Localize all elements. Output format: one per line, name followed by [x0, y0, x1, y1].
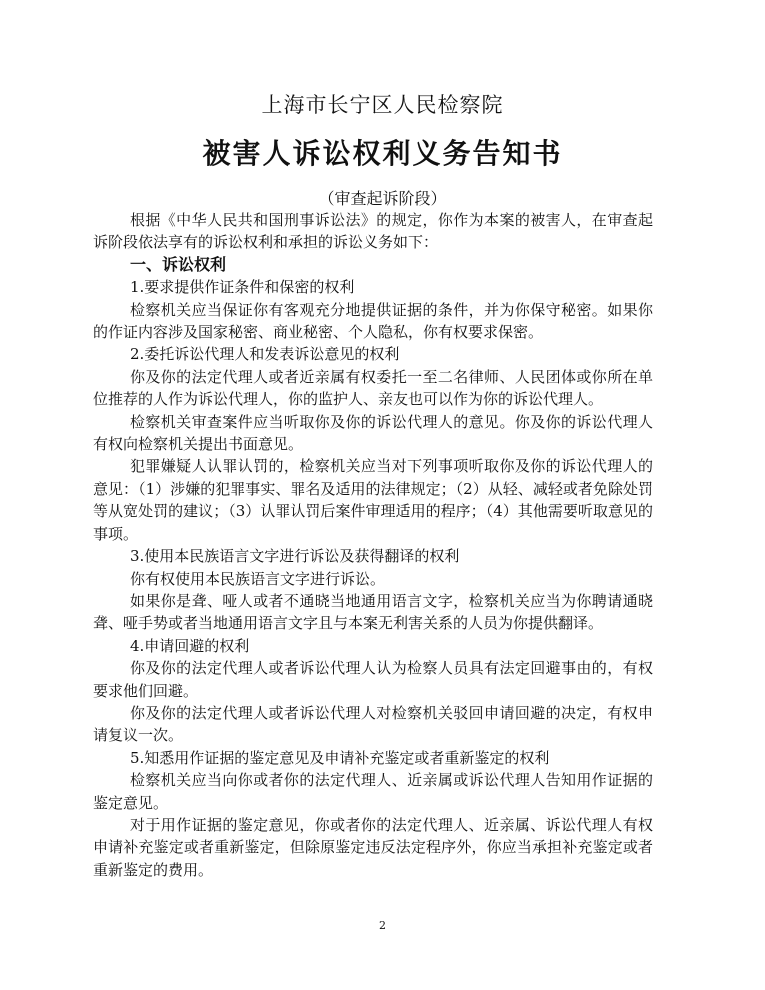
- item-heading-2: 2.委托诉讼代理人和发表诉讼意见的权利: [130, 345, 400, 364]
- item4-paragraph-2: 你及你的法定代理人或者诉讼代理人对检察机关驳回申请回避的决定，有权申请复议一次。: [93, 703, 653, 745]
- item-heading-1: 1.要求提供作证条件和保密的权利: [130, 278, 355, 297]
- item3-paragraph-2: 如果你是聋、哑人或者不通晓当地通用语言文字，检察机关应当为你聘请通晓聋、哑手势或者当地通用语言文字且与本案无利害关系的人员为你提供翻译。: [93, 591, 653, 633]
- stage-label: （审查起诉阶段）: [318, 189, 447, 208]
- item3-paragraph-1: 你有权使用本民族语言文字进行诉讼。: [130, 569, 386, 588]
- item5-paragraph-2: 对于用作证据的鉴定意见，你或者你的法定代理人、近亲属、诉讼代理人有权申请补充鉴定或者重新鉴定，但除原鉴定违反法定程序外，你应当承担补充鉴定或者重新鉴定的费用。: [93, 815, 653, 879]
- page-number: 2: [379, 919, 386, 932]
- document-title: 被害人诉讼权利义务告知书: [202, 137, 563, 170]
- item-heading-5: 5.知悉用作证据的鉴定意见及申请补充鉴定或者重新鉴定的权利: [130, 748, 550, 767]
- item2-paragraph-3: 犯罪嫌疑人认罪认罚的，检察机关应当对下列事项听取你及你的诉讼代理人的意见：（1）涉嫌的犯罪事实、罪名及适用的法律规定；（2）从轻、减轻或者免除处罚等从宽处罚的建议；（3）认罪认罚后案件审理适用的程序；（4）其他需要听取意见的事项。: [93, 457, 653, 543]
- intro-paragraph: 根据《中华人民共和国刑事诉讼法》的规定，你作为本案的被害人，在审查起诉阶段依法享有的诉讼权利和承担的诉讼义务如下：: [93, 211, 653, 252]
- section-heading-rights: 一、诉讼权利: [130, 254, 227, 274]
- document-body: [93, 209, 653, 881]
- item1-paragraph-1: 检察机关应当保证你有客观充分地提供证据的条件，并为你保守秘密。如果你的作证内容涉及国家秘密、商业秘密、个人隐私，你有权要求保密。: [93, 300, 653, 342]
- item-heading-4: 4.申请回避的权利: [130, 636, 250, 655]
- org-name: 上海市长宁区人民检察院: [261, 93, 504, 117]
- item2-paragraph-2: 检察机关审查案件应当听取你及你的诉讼代理人的意见。你及你的诉讼代理人有权向检察机关提出书面意见。: [93, 412, 653, 454]
- item5-paragraph-1: 检察机关应当向你或者你的法定代理人、近亲属或诉讼代理人告知用作证据的鉴定意见。: [93, 771, 653, 812]
- item-heading-3: 3.使用本民族语言文字进行诉讼及获得翻译的权利: [130, 547, 460, 566]
- item4-paragraph-1: 你及你的法定代理人或者诉讼代理人认为检察人员具有法定回避事由的，有权要求他们回避。: [93, 659, 653, 700]
- item2-paragraph-1: 你及你的法定代理人或者近亲属有权委托一至二名律师、人民团体或你所在单位推荐的人作为诉讼代理人，你的监护人、亲友也可以作为你的诉讼代理人。: [93, 367, 653, 409]
